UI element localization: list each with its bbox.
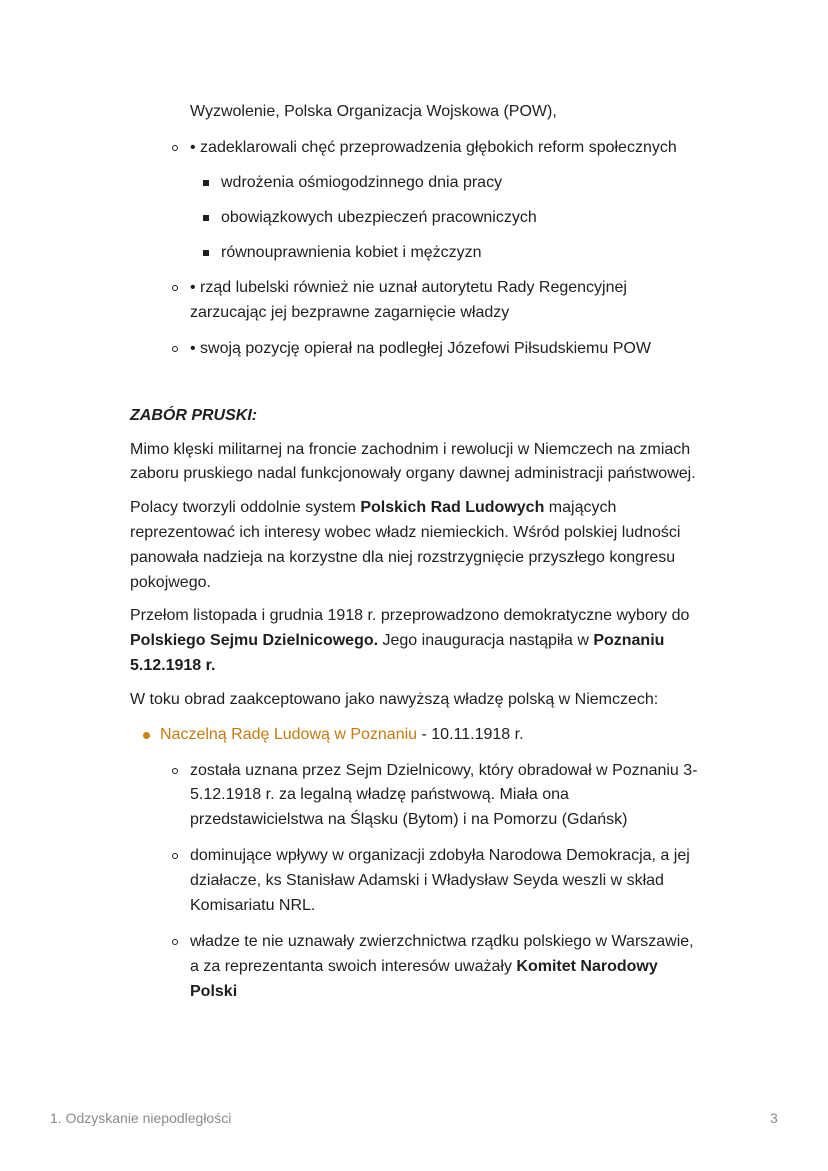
sub-list-item-line: [190, 955, 658, 979]
paragraph-line: Przełom listopada i grudnia 1918 r. przeprowadzono demokratyczne wybory do: [130, 607, 690, 624]
list-item: • swoją pozycję opierał na podległej Józefowi Piłsudskiemu POW: [190, 340, 651, 357]
disc-bullet-icon: [143, 732, 150, 739]
text-segment: a za reprezentanta swoich interesów uważały: [190, 958, 517, 975]
sub-list-item: dominujące wpływy w organizacji zdobyła Narodowa Demokracja, a jej: [190, 847, 690, 864]
text-segment: Jego inauguracja nastąpiła w: [378, 632, 594, 649]
sub-list-item: została uznana przez Sejm Dzielnicowy, który obradował w Poznaniu 3-: [190, 762, 698, 779]
square-bullet-icon: [203, 180, 209, 186]
paragraph-line: pokojwego.: [130, 574, 211, 591]
highlighted-term-link[interactable]: Naczelną Radę Ludową w Poznaniu: [160, 726, 418, 743]
circle-bullet-icon: [172, 346, 178, 352]
square-bullet-icon: [203, 215, 209, 221]
section-heading: ZABÓR PRUSKI:: [130, 407, 258, 424]
sub-list-item: obowiązkowych ubezpieczeń pracowniczych: [221, 209, 537, 226]
list-item: • rząd lubelski również nie uznał autorytetu Rady Regencyjnej: [190, 279, 627, 296]
paragraph-line: Mimo klęski militarnej na froncie zachodnim i rewolucji w Niemczech na zmiach: [130, 441, 691, 458]
circle-bullet-icon: [172, 145, 178, 151]
paragraph-line: [130, 496, 616, 520]
text-segment: Polacy tworzyli oddolnie system: [130, 499, 361, 516]
list-item-line: zarzucając jej bezprawne zagarnięcie władzy: [190, 304, 510, 321]
circle-bullet-icon: [172, 853, 178, 859]
paragraph-line: reprezentować ich interesy wobec władz niemieckich. Wśród polskiej ludności: [130, 524, 681, 541]
sub-list-item-line: Polski: [190, 983, 238, 1000]
sub-list-item: wdrożenia ośmiogodzinnego dnia pracy: [221, 174, 503, 191]
circle-bullet-icon: [172, 768, 178, 774]
paragraph-line: W toku obrad zaakceptowano jako nawyższą władzę polską w Niemczech:: [130, 691, 659, 708]
sub-list-item-line: przedstawicielstwa na Śląsku (Bytom) i na Pomorzu (Gdańsk): [190, 811, 628, 828]
square-bullet-icon: [203, 250, 209, 256]
bold-term: Komitet Narodowy: [516, 958, 658, 975]
text-segment: mających: [544, 499, 617, 516]
list-item: [160, 723, 524, 747]
sub-list-item-line: działacze, ks Stanisław Adamski i Władysław Seyda weszli w skład: [190, 872, 664, 889]
circle-bullet-icon: [172, 285, 178, 291]
paragraph-line: [130, 629, 664, 653]
sub-list-item-line: Komisariatu NRL.: [190, 897, 316, 914]
bold-term: Polskiego Sejmu Dzielnicowego.: [130, 632, 379, 649]
circle-bullet-icon: [172, 939, 178, 945]
footer-page-number: 3: [770, 1110, 778, 1126]
sub-list-item: równouprawnienia kobiet i mężczyzn: [221, 244, 482, 261]
bold-term: Polskich Rad Ludowych: [360, 499, 545, 516]
list-item: • zadeklarowali chęć przeprowadzenia głębokich reform społecznych: [190, 139, 677, 156]
paragraph-line: 5.12.1918 r.: [130, 657, 216, 674]
bold-term: Poznaniu: [593, 632, 665, 649]
sub-list-item-line: 5.12.1918 r. za legalną władzę państwową. Miała ona: [190, 786, 569, 803]
paragraph-line: panowała nadzieja na korzystne dla niej rozstrzygnięcie przyszłego kongresu: [130, 549, 676, 566]
text-segment: - 10.11.1918 r.: [417, 726, 524, 743]
sub-list-item: władze te nie uznawały zwierzchnictwa rządku polskiego w Warszawie,: [190, 933, 694, 950]
paragraph-line: zaboru pruskiego nadal funkcjonowały organy dawnej administracji państwowej.: [130, 465, 696, 482]
footer-chapter-title: 1. Odzyskanie niepodległości: [50, 1110, 232, 1126]
list-item-continuation: Wyzwolenie, Polska Organizacja Wojskowa (POW),: [190, 103, 557, 120]
